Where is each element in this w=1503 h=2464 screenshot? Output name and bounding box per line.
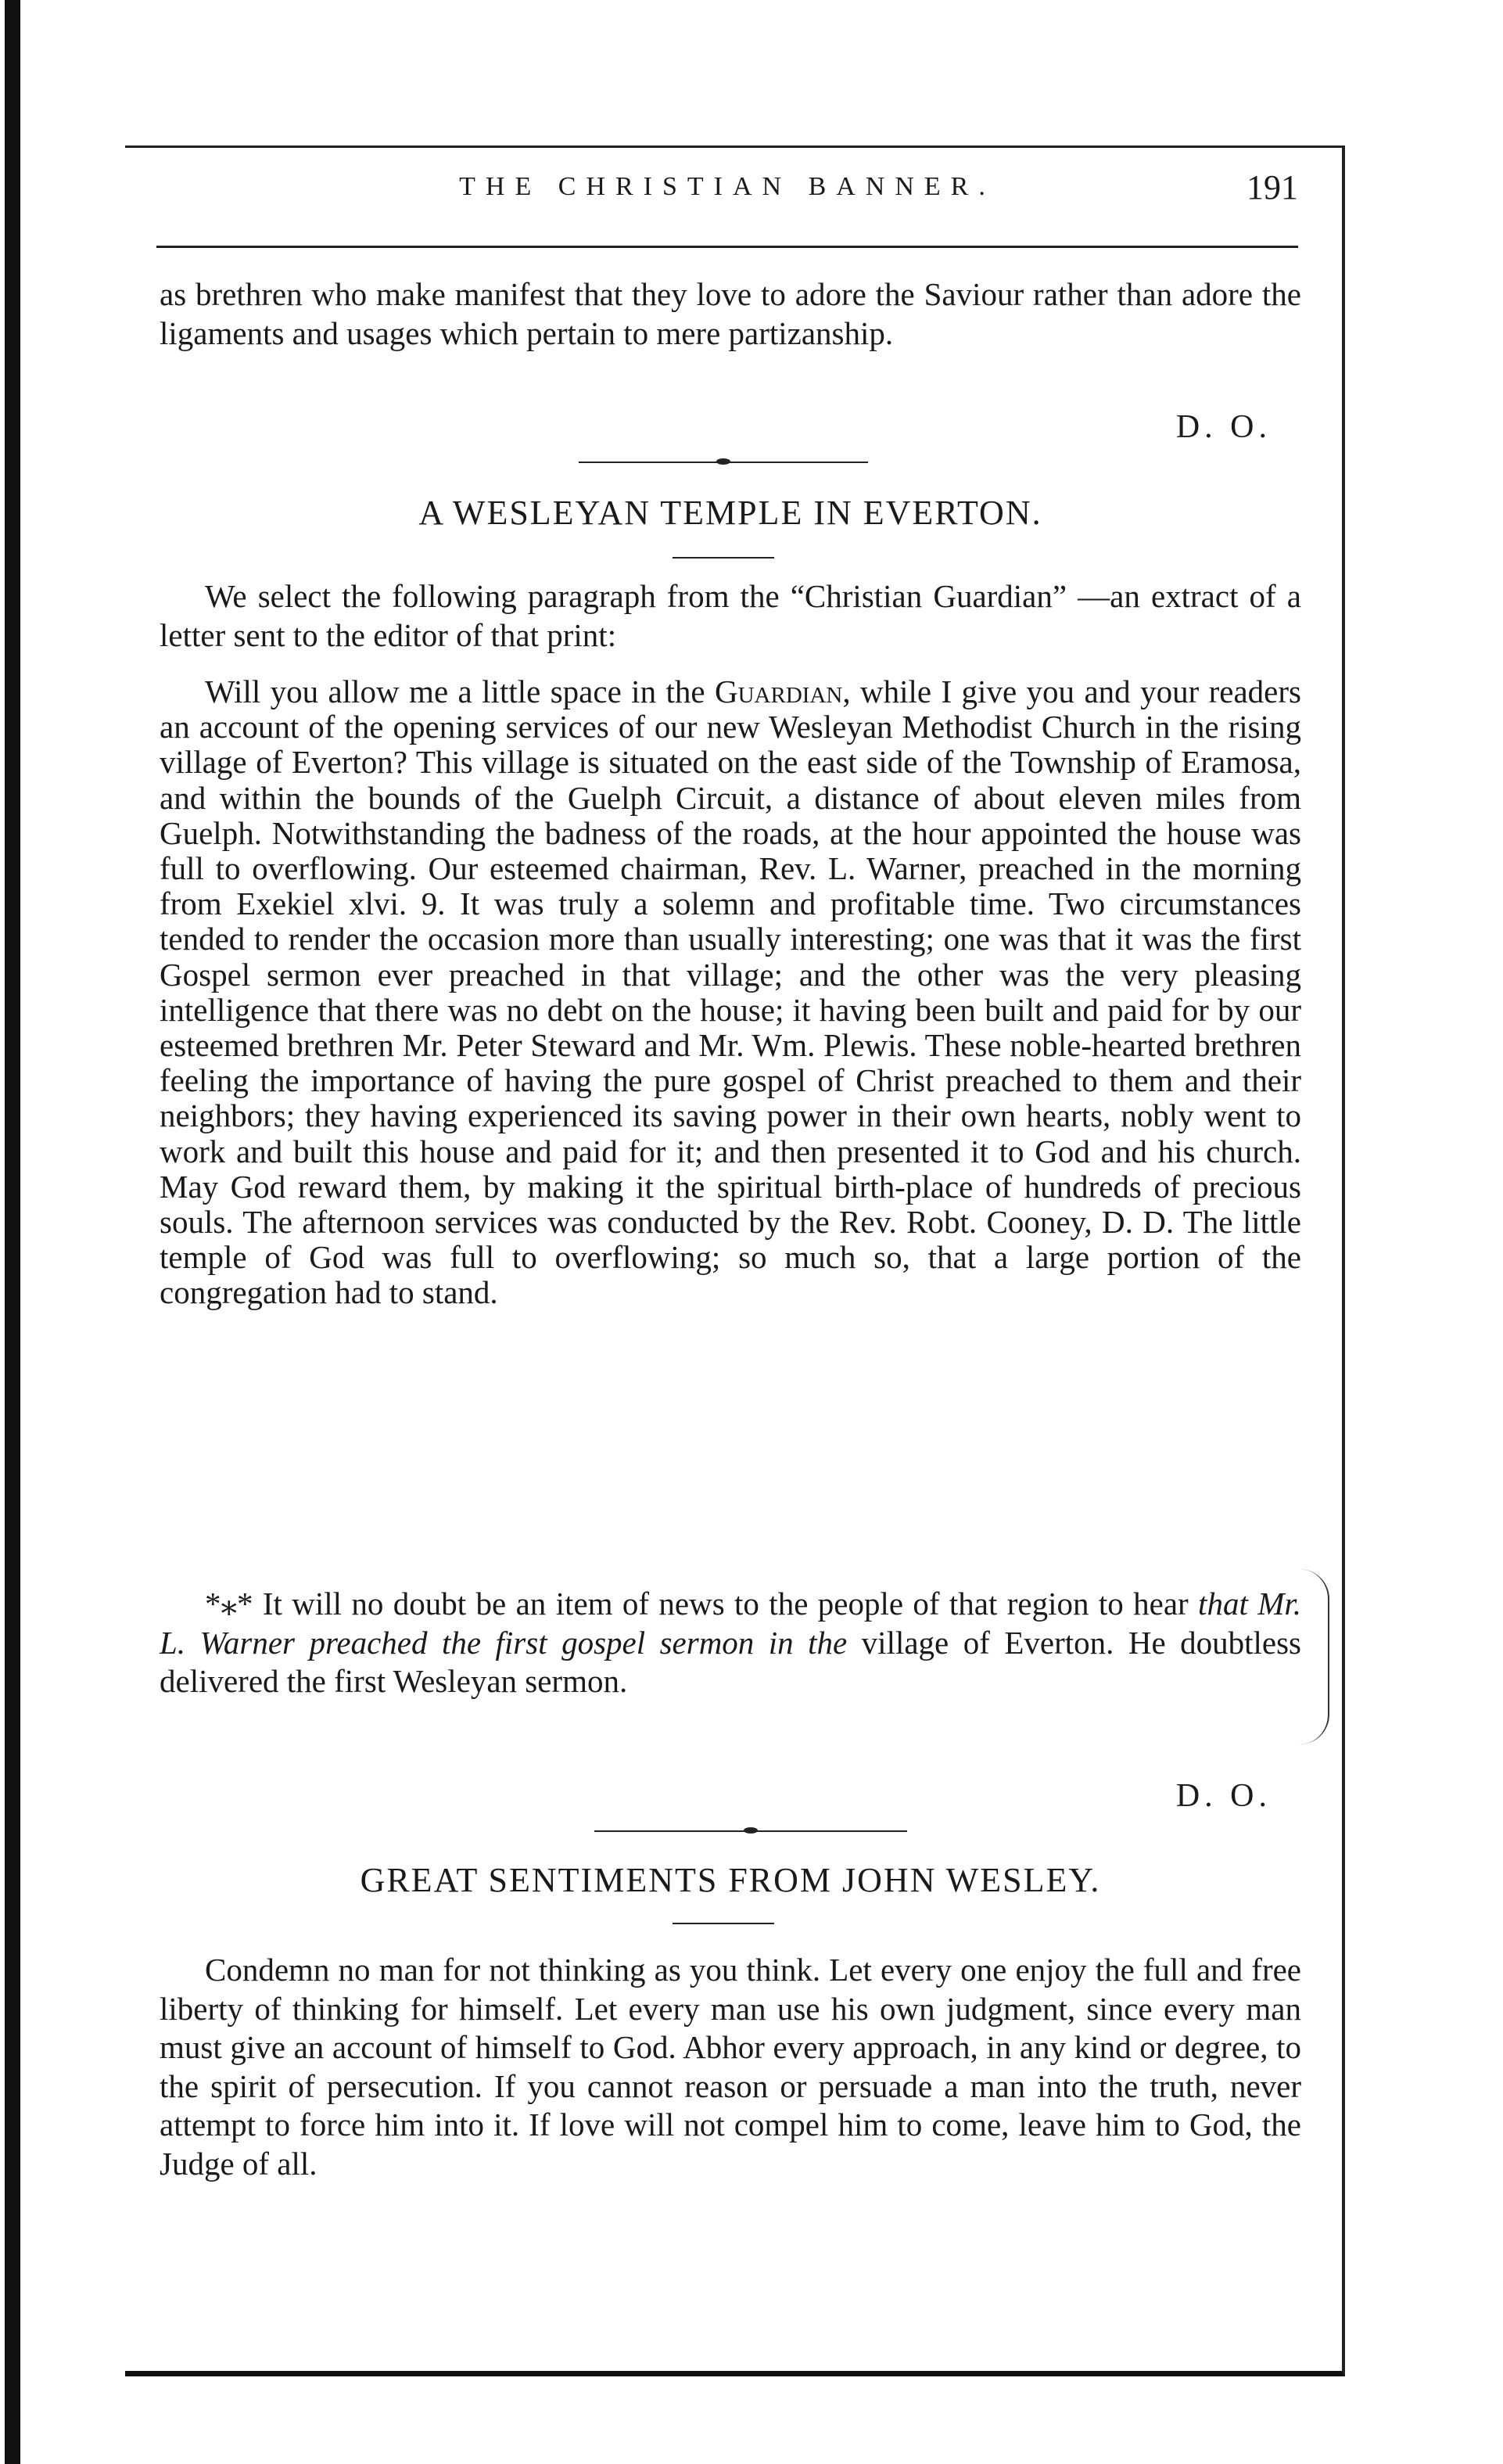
note-text-start: It will no doubt be an item of news to the people of that region to hear (262, 1586, 1199, 1622)
header-rule (156, 246, 1298, 248)
scan-edge (5, 0, 20, 2464)
margin-bracket (1300, 1569, 1329, 1744)
note-text-end: village of Everton. He doubtless delivered the first Wesleyan sermon. (160, 1624, 1301, 1699)
letter-text-rest: , while I give you and your readers an account of the opening services of our new Wesleyan Methodist Church in the rising village of Everton? This village is situated on the east side of the Township of Eramosa, and within the bounds of the Guelph Circuit, a distance of about eleven miles from Guelph. Notwithstanding the badness of the roads, at the hour appointed the house was full to overflowing. Our esteemed chairman, Rev. L. Warner, preached in the morning from Exekiel xlvi. 9. It was truly a solemn and profitable time. Two circumstances tended to render the occasion more than usually interesting; one was that it was the first Gospel sermon ever preached in that village; and the other was the very pleasing intelligence that there was no debt on the house; it having been built and paid for by our esteemed brethren Mr. Peter Steward and Mr. Wm. Plewis. These noble-hearted brethren feeling the importance of having the pure gospel of Christ preached to them and their neighbors; they having experienced its saving power in their own hearts, nobly went to work and built this house and paid for it; and then presented it to God and his church. May God reward them, by making it the spiritual birth-place of hundreds of precious souls. The afternoon services was conducted by the Rev. Robt. Cooney, D. D. The little temple of God was full to overflowing; so much so, that a large portion of the congregation had to stand. (160, 673, 1301, 1311)
continuation-paragraph: as brethren who make manifest that they love to adore the Saviour rather than adore the ligaments and usages which pertain to mere partizanship. (160, 276, 1301, 351)
article-intro: We select the following paragraph from the “Christian Guardian” —an extract of a letter sent to the editor of that print: (160, 578, 1301, 653)
ornament-dot (744, 1827, 758, 1834)
continuation-signature: D. O. (1175, 409, 1272, 445)
note-text-italic: that Mr. L. Warner preached the first gospel sermon in the (160, 1586, 1302, 1661)
letter-text-start: Will you allow me a little space in the (205, 673, 715, 709)
note-asterism: *⁎* (205, 1586, 263, 1622)
section-ornament (594, 1830, 907, 1832)
page-number: 191 (1247, 168, 1298, 207)
ornament-dot (716, 458, 730, 465)
letter-paragraph (160, 674, 1301, 1311)
running-title: THE CHRISTIAN BANNER. (459, 172, 995, 201)
heading-rule (673, 557, 774, 559)
article-signature: D. O. (1175, 1778, 1272, 1814)
wesley-paragraph: Condemn no man for not thinking as you think. Let every one enjoy the full and free liberty of thinking for himself. Let every man use his own judgment, since every man must give an account of himself to God. Abhor every approach, in any kind or degree, to the spirit of persecution. If you cannot reason or persuade a man into the truth, never attempt to force him into it. If love will not compel him to come, leave him to God, the Judge of all. (160, 1952, 1301, 2182)
section-ornament (579, 462, 868, 463)
article-heading-wesleyan-temple: A WESLEYAN TEMPLE IN EVERTON. (418, 494, 1042, 532)
running-head (156, 167, 1298, 214)
heading-rule (673, 1923, 774, 1924)
editor-note (160, 1585, 1301, 1701)
letter-guardian-word: Guardian (715, 673, 843, 709)
article-heading-great-sentiments: GREAT SENTIMENTS FROM JOHN WESLEY. (360, 1861, 1101, 1899)
